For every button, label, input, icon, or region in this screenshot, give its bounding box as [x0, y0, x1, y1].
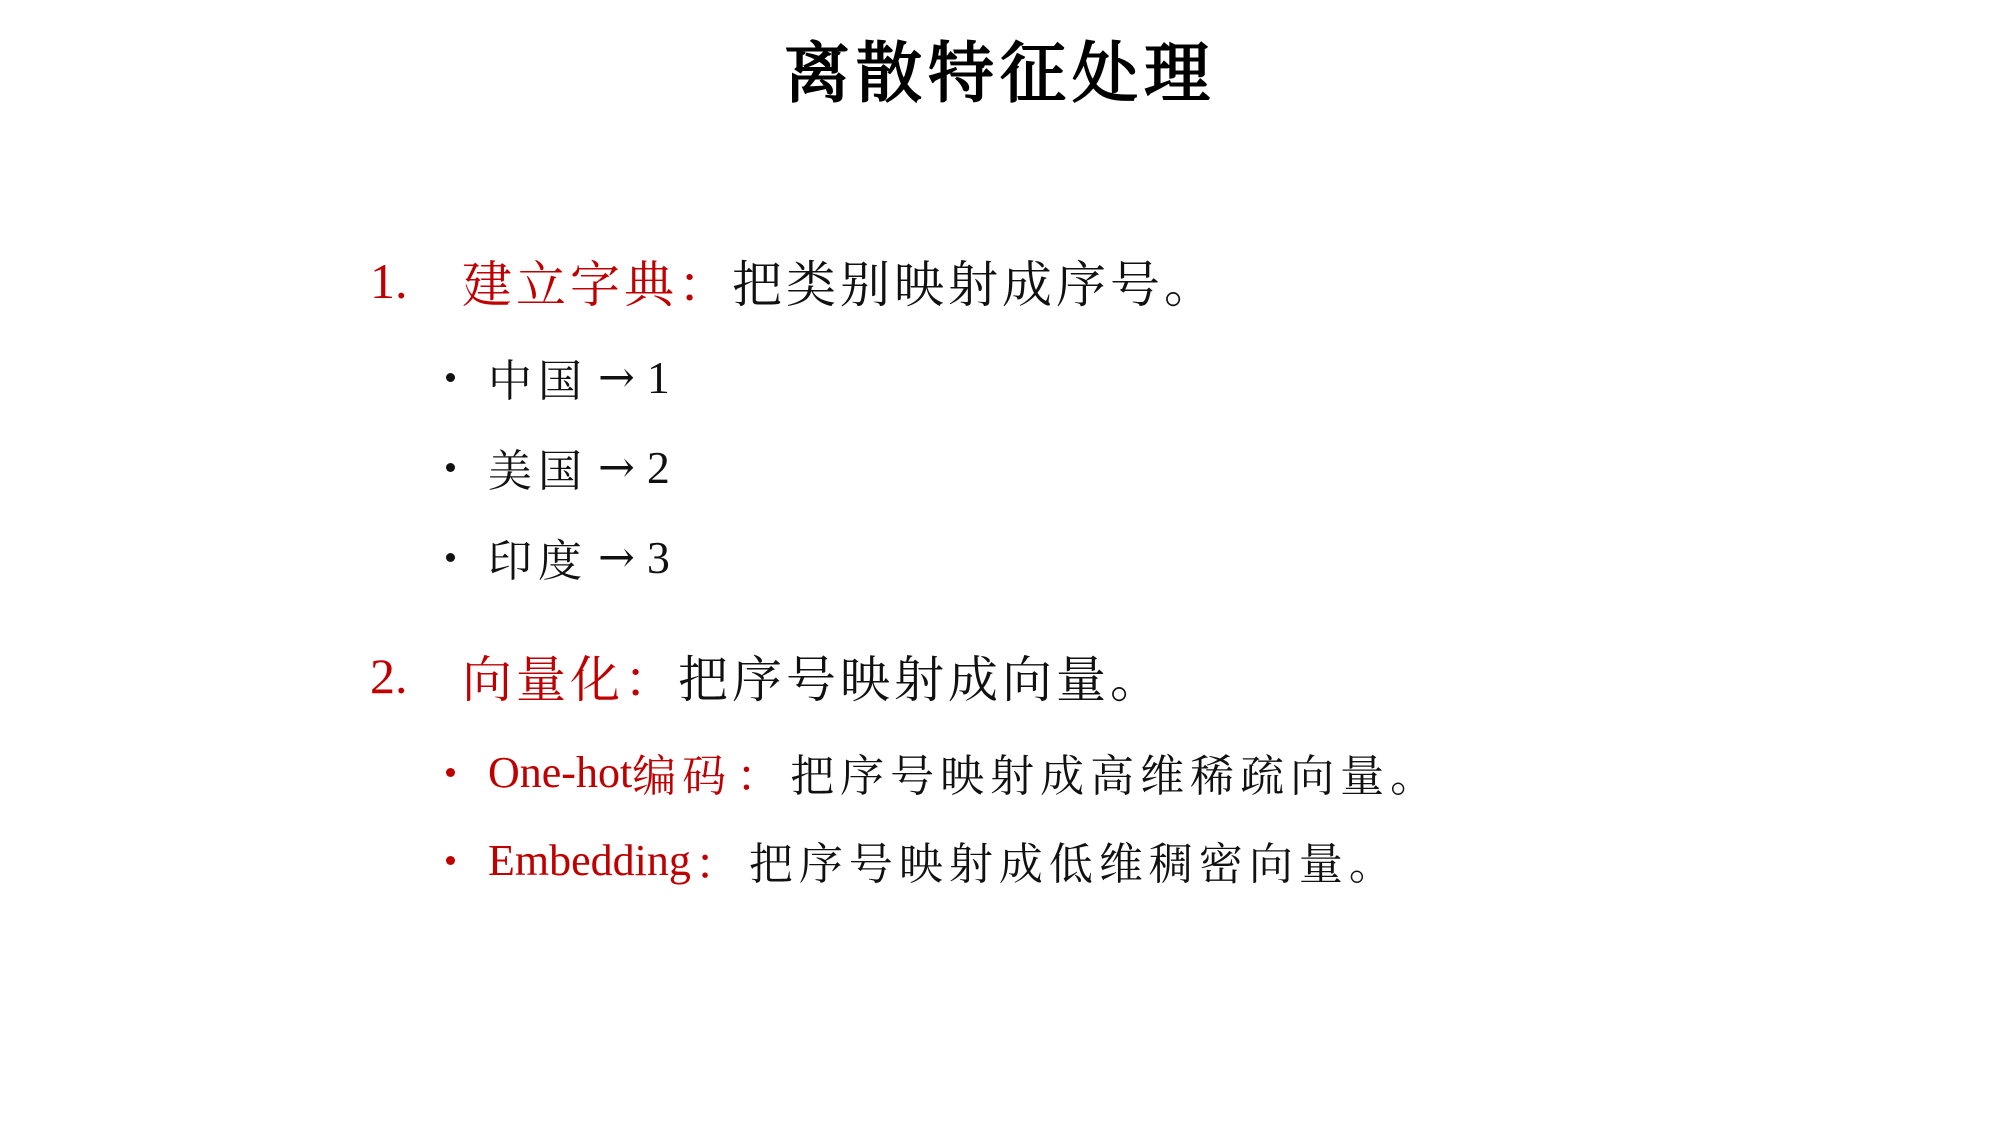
section-colon: ： — [624, 651, 678, 709]
bullet-value: 2 — [646, 441, 670, 493]
section-colon: ： — [678, 256, 732, 314]
list-item — [446, 740, 1440, 804]
bullet-label: 印度 — [488, 536, 588, 587]
section-term: 建立字典 — [462, 256, 678, 314]
bullet-description: 把序号映射成高维稀疏向量。 — [790, 751, 1441, 802]
bullet-term-cn: 编码 — [632, 751, 733, 802]
arrow-right-icon: → — [598, 351, 641, 403]
bullet-icon — [446, 758, 474, 786]
section-term: 向量化 — [462, 651, 624, 709]
bullet-icon — [446, 543, 474, 571]
list-item — [446, 828, 1399, 892]
bullet-icon — [446, 453, 474, 481]
section-2-heading — [370, 640, 1164, 712]
section-1-heading — [370, 245, 1218, 317]
bullet-colon: ： — [694, 839, 745, 890]
arrow-right-icon: → — [598, 531, 641, 583]
bullet-term: One-hot — [488, 747, 633, 797]
section-description: 把类别映射成序号。 — [732, 256, 1218, 314]
bullet-icon — [446, 846, 474, 874]
section-number: 2. — [370, 648, 408, 704]
bullet-colon: ： — [736, 751, 787, 802]
bullet-label: 中国 — [488, 356, 588, 407]
slide-title: 离散特征处理 — [784, 34, 1216, 112]
bullet-value: 1 — [646, 351, 670, 403]
section-description: 把序号映射成向量。 — [678, 651, 1164, 709]
list-item — [446, 525, 670, 589]
bullet-description: 把序号映射成低维稠密向量。 — [748, 839, 1399, 890]
list-item — [446, 345, 670, 409]
section-number: 1. — [370, 253, 408, 309]
bullet-term: Embedding — [488, 835, 691, 885]
list-item — [446, 435, 670, 499]
bullet-label: 美国 — [488, 446, 588, 497]
bullet-value: 3 — [646, 531, 670, 583]
arrow-right-icon: → — [598, 441, 641, 493]
bullet-icon — [446, 363, 474, 391]
